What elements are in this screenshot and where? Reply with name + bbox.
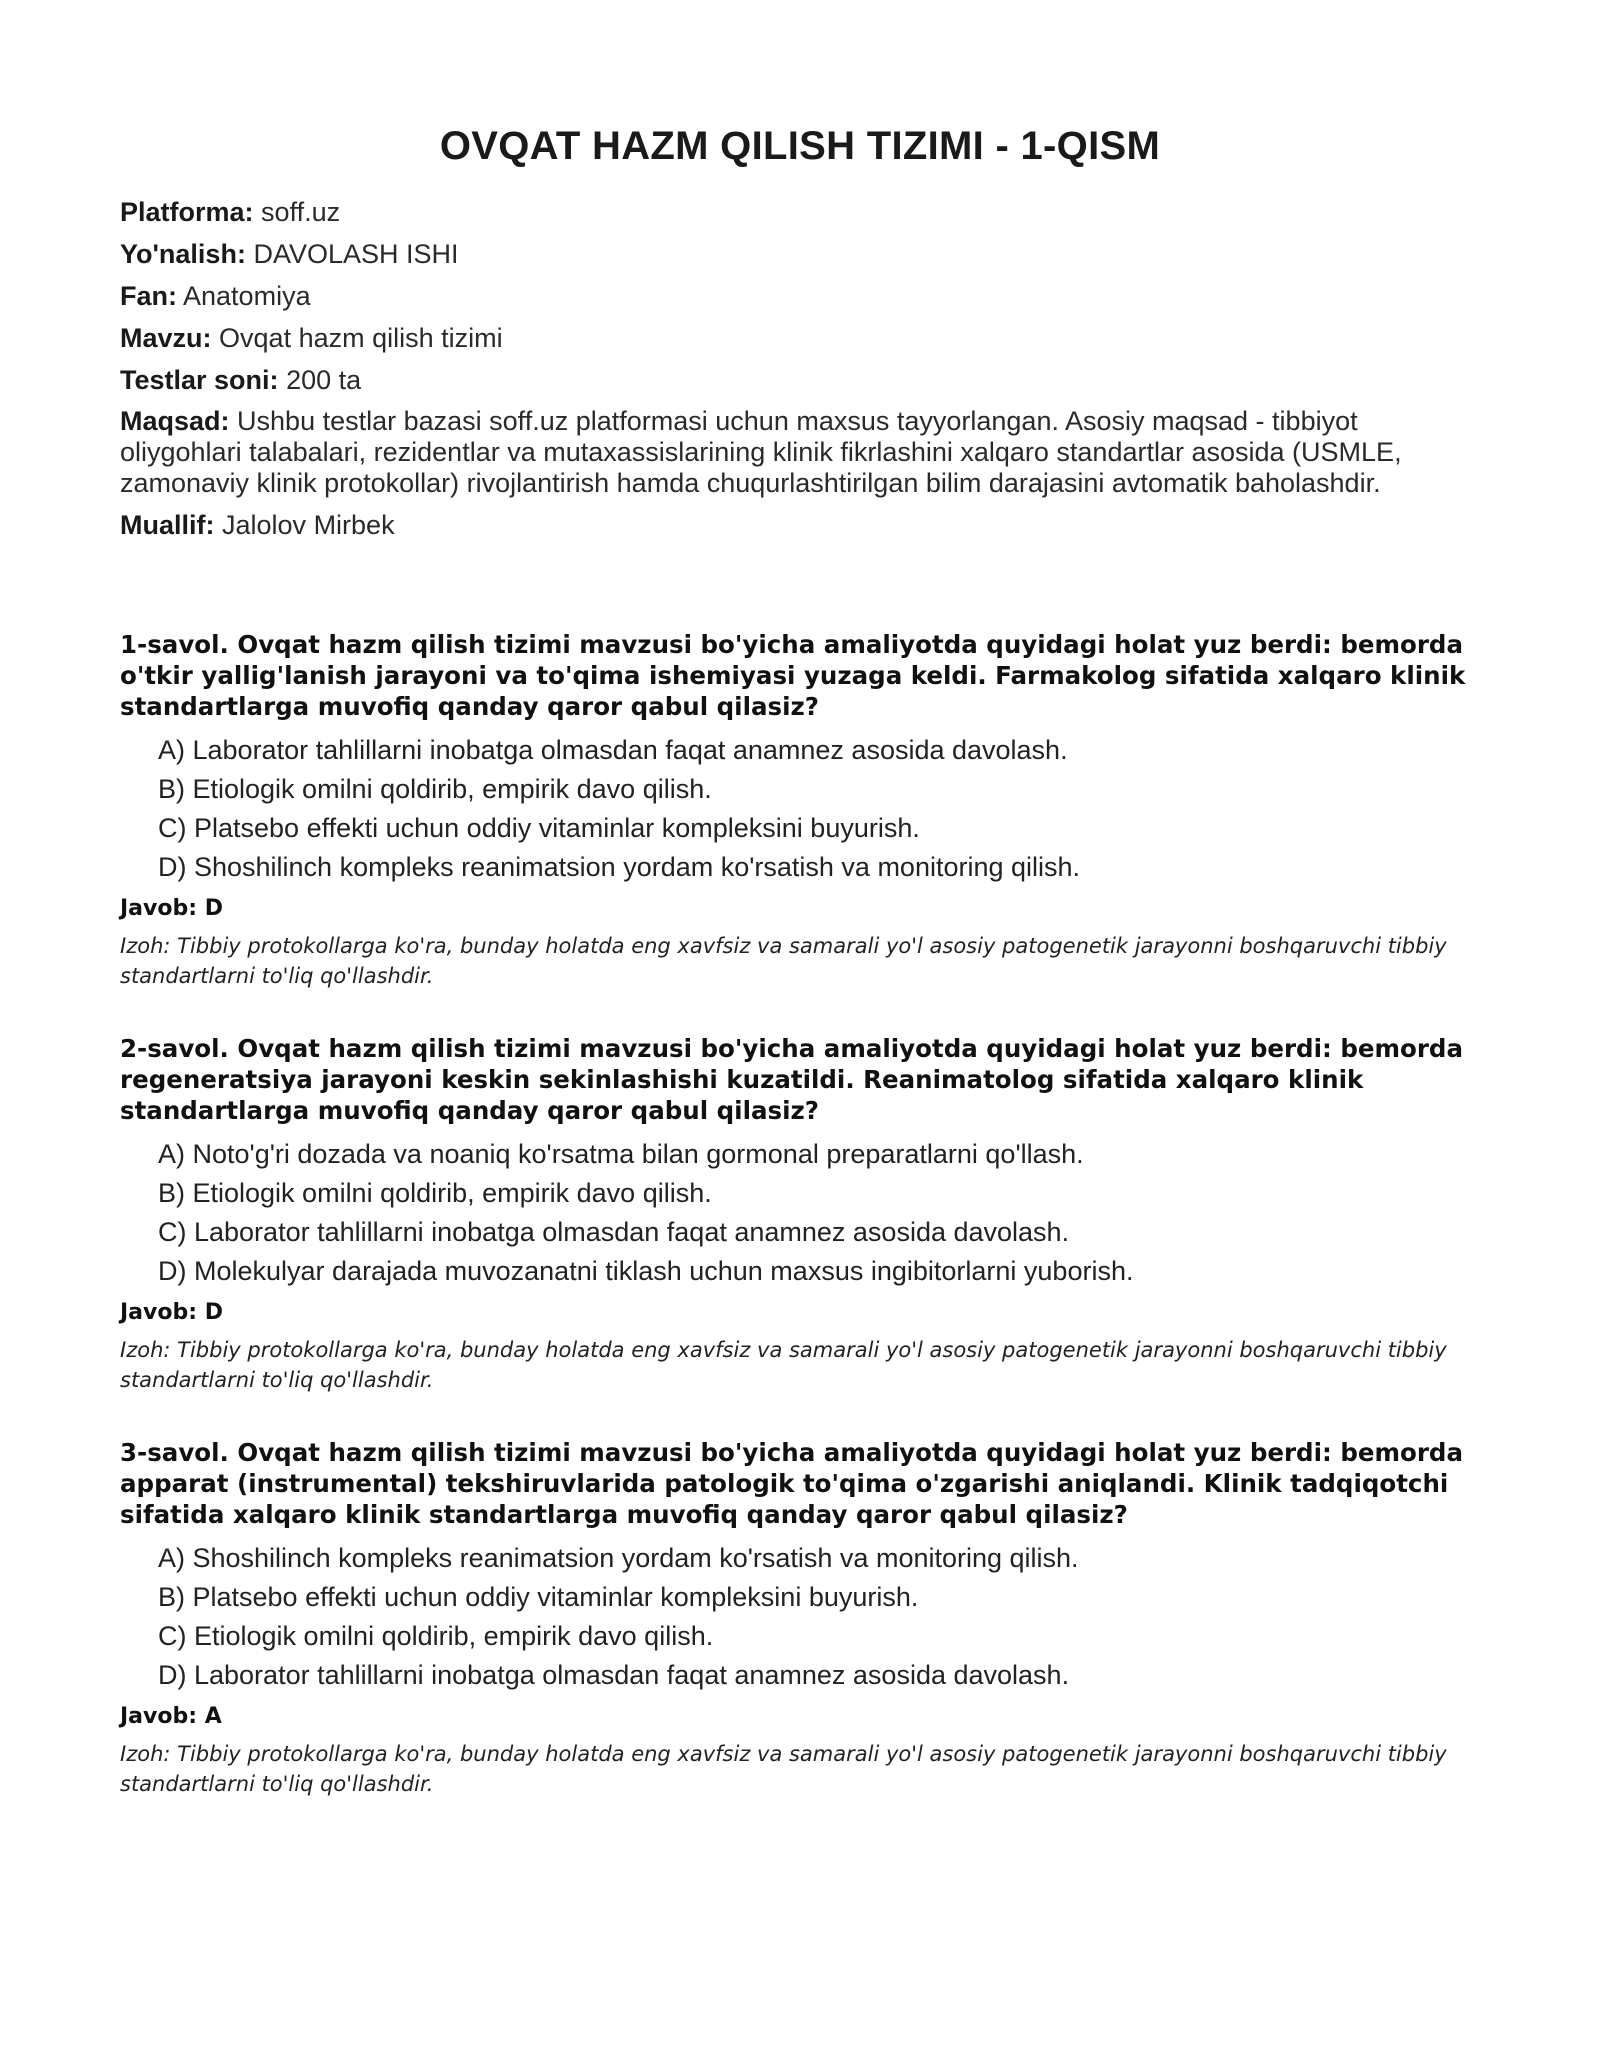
document-title: OVQAT HAZM QILISH TIZIMI - 1-QISM: [439, 124, 1161, 168]
question-item: [120, 629, 1480, 991]
meta-value: Jalolov Mirbek: [222, 510, 395, 540]
meta-value: Anatomiya: [183, 281, 311, 311]
meta-direction: [120, 238, 1480, 270]
option-c: C) Laborator tahlillarni inobatga olmasdan faqat anamnez asosida davolash.: [158, 1217, 1070, 1247]
question-text: 3-savol. Ovqat hazm qilish tizimi mavzusi bo'yicha amaliyotda quyidagi holat yuz berdi: bemorda apparat (instrumental) tekshiruvlarida patologik to'qima o'zgarishi aniqlandi. Klinik tadqiqotchi sifatida xalqaro klinik standartlarga muvofiq qanday qaror qabul qilasiz?: [120, 1438, 1463, 1529]
meta-key: Yo'nalish:: [120, 239, 246, 269]
meta-key: Muallif:: [120, 510, 215, 540]
meta-value: 200 ta: [286, 365, 362, 395]
option-b: B) Etiologik omilni qoldirib, empirik davo qilish.: [158, 1178, 712, 1208]
option-a: A) Laborator tahlillarni inobatga olmasdan faqat anamnez asosida davolash.: [158, 735, 1068, 765]
meta-value: soff.uz: [261, 197, 341, 227]
question-item: [120, 1033, 1480, 1395]
option-d: D) Molekulyar darajada muvozanatni tiklash uchun maxsus ingibitorlarni yuborish.: [158, 1256, 1134, 1286]
option-c: C) Platsebo effekti uchun oddiy vitaminlar kompleksini buyurish.: [158, 813, 920, 843]
meta-value: Ovqat hazm qilish tizimi: [219, 323, 503, 353]
question-text: 2-savol. Ovqat hazm qilish tizimi mavzusi bo'yicha amaliyotda quyidagi holat yuz berdi: bemorda regeneratsiya jarayoni keskin sekinlashishi kuzatildi. Reanimatolog sifatida xalqaro klinik standartlarga muvofiq qanday qaror qabul qilasiz?: [120, 1034, 1463, 1125]
meta-key: Fan:: [120, 281, 177, 311]
answer-options: [120, 1542, 1480, 1691]
meta-key: Platforma:: [120, 197, 254, 227]
meta-platform: [120, 196, 1480, 228]
meta-value: DAVOLASH ISHI: [253, 239, 459, 269]
meta-key: Maqsad:: [120, 406, 230, 436]
option-c: C) Etiologik omilni qoldirib, empirik davo qilish.: [158, 1621, 714, 1651]
meta-purpose: [120, 406, 1480, 499]
question-item: [120, 1437, 1480, 1799]
meta-test-count: [120, 364, 1480, 396]
option-d: D) Shoshilinch kompleks reanimatsion yordam ko'rsatish va monitoring qilish.: [158, 852, 1081, 882]
option-b: B) Platsebo effekti uchun oddiy vitaminlar kompleksini buyurish.: [158, 1582, 919, 1612]
correct-answer: Javob: D: [120, 1300, 223, 1325]
explanation: Izoh: Tibbiy protokollarga ko'ra, bunday holatda eng xavfsiz va samarali yo'l asosiy patogenetik jarayonni boshqaruvchi tibbiy standartlarni to'liq qo'llashdir.: [120, 1338, 1447, 1392]
meta-author: [120, 509, 1480, 541]
explanation: Izoh: Tibbiy protokollarga ko'ra, bunday holatda eng xavfsiz va samarali yo'l asosiy patogenetik jarayonni boshqaruvchi tibbiy standartlarni to'liq qo'llashdir.: [120, 934, 1447, 988]
option-a: A) Shoshilinch kompleks reanimatsion yordam ko'rsatish va monitoring qilish.: [158, 1543, 1079, 1573]
correct-answer: Javob: D: [120, 896, 223, 921]
option-d: D) Laborator tahlillarni inobatga olmasdan faqat anamnez asosida davolash.: [158, 1660, 1070, 1690]
option-b: B) Etiologik omilni qoldirib, empirik davo qilish.: [158, 774, 712, 804]
question-text: 1-savol. Ovqat hazm qilish tizimi mavzusi bo'yicha amaliyotda quyidagi holat yuz berdi: bemorda o'tkir yallig'lanish jarayoni va to'qima ishemiyasi yuzaga keldi. Farmakolog sifatida xalqaro klinik standartlarga muvofiq qanday qaror qabul qilasiz?: [120, 630, 1466, 721]
explanation: Izoh: Tibbiy protokollarga ko'ra, bunday holatda eng xavfsiz va samarali yo'l asosiy patogenetik jarayonni boshqaruvchi tibbiy standartlarni to'liq qo'llashdir.: [120, 1742, 1447, 1796]
questions-list: [120, 629, 1480, 1799]
correct-answer: Javob: A: [120, 1704, 222, 1729]
meta-key: Mavzu:: [120, 323, 212, 353]
meta-key: Testlar soni:: [120, 365, 279, 395]
answer-options: [120, 1138, 1480, 1287]
meta-value: Ushbu testlar bazasi soff.uz platformasi uchun maxsus tayyorlangan. Asosiy maqsad - tibbiyot oliygohlari talabalari, rezidentlar va mutaxassislarining klinik fikrlashini xalqaro standartlar asosida (USMLE, zamonaviy klinik protokollar) rivojlantirish hamda chuqurlashtirilgan bilim darajasini avtomatik baholashdir.: [120, 406, 1402, 498]
metadata-block: [120, 196, 1480, 541]
answer-options: [120, 734, 1480, 883]
option-a: A) Noto'g'ri dozada va noaniq ko'rsatma bilan gormonal preparatlarni qo'llash.: [158, 1139, 1084, 1169]
meta-topic: [120, 322, 1480, 354]
meta-subject: [120, 280, 1480, 312]
